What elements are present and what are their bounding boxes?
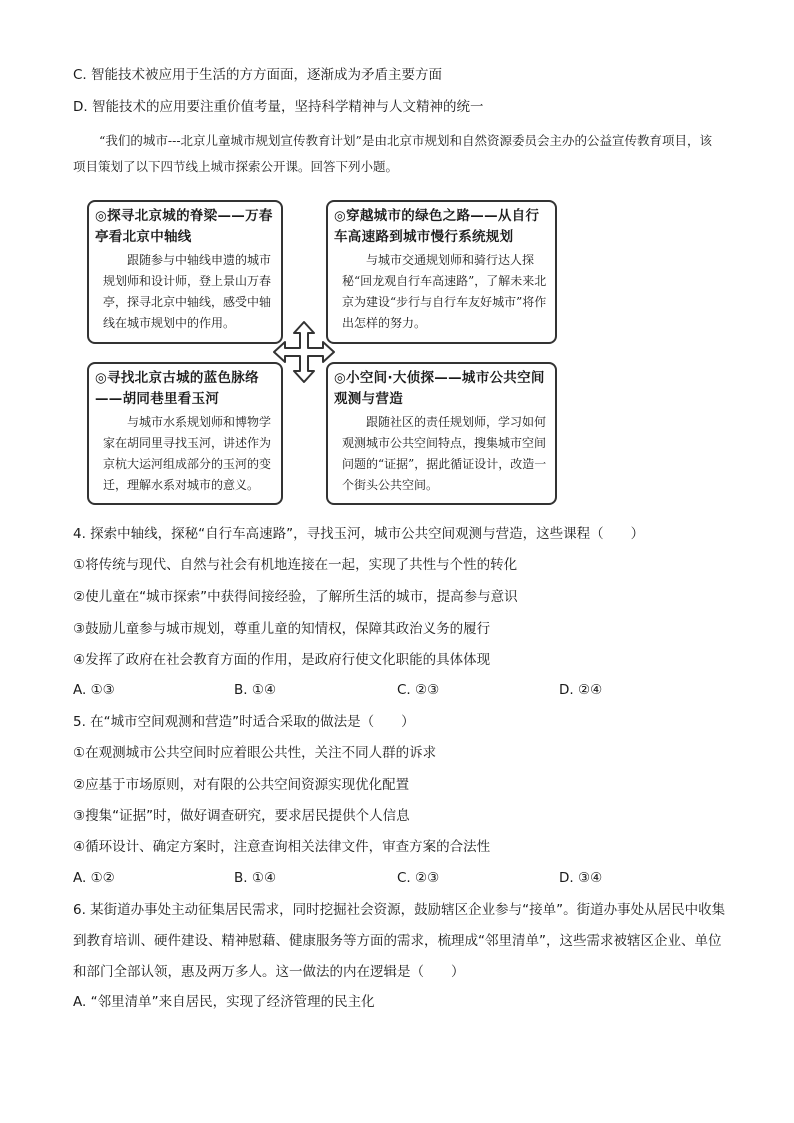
q5-stem: 5. 在“城市空间观测和营造”时适合采取的做法是（ ） [73, 714, 415, 730]
four-way-arrow-icon [272, 320, 336, 384]
q4-option-b[interactable]: B. ①④ [234, 682, 277, 698]
course-box-space [326, 362, 557, 505]
q4-item-1: ①将传统与现代、自然与社会有机地连接在一起，实现了共性与个性的转化 [73, 557, 518, 573]
course-body: 跟随社区的责任规划师，学习如何观测城市公共空间特点，搜集城市空间问题的“证据”，据此循证设计，改造一个街头公共空间。 [342, 415, 547, 492]
course-body: 与城市水系规划师和博物学家在胡同里寻找玉河，讲述作为京杭大运河组成部分的玉河的变迁，理解水系对城市的意义。 [103, 415, 272, 492]
course-title: ◎穿越城市的绿色之路——从自行车高速路到城市慢行系统规划 [334, 208, 540, 245]
q4-item-4: ④发挥了政府在社会教育方面的作用，是政府行使文化职能的具体体现 [73, 652, 491, 668]
option-c-prev: C. 智能技术被应用于生活的方方面面，逐渐成为矛盾主要方面 [73, 67, 443, 83]
q4-stem: 4. 探索中轴线，探秘“自行车高速路”，寻找玉河，城市公共空间观测与营造，这些课程（ ） [73, 526, 645, 542]
q4-option-d[interactable]: D. ②④ [559, 682, 603, 698]
q6-stem: 6. 某街道办事处主动征集居民需求，同时挖掘社会资源，鼓励辖区企业参与“接单”。街道办事处从居民中收集到教育培训、硬件建设、精神慰藉、健康服务等方面的需求，梳理成“邻里清单”，这些需求被辖区企业、单位和部门全部认领，惠及两万多人。这一做法的内在逻辑是（ ） [73, 902, 726, 980]
q4-option-c[interactable]: C. ②③ [397, 682, 440, 698]
material-intro-text: “我们的城市---北京儿童城市规划宣传教育计划”是由北京市规划和自然资源委员会主办的公益宣传教育项目，该项目策划了以下四节线上城市探索公开课。回答下列小题。 [73, 133, 712, 174]
q5-option-a[interactable]: A. ①② [73, 870, 115, 886]
q5-option-d[interactable]: D. ③④ [559, 870, 603, 886]
q5-item-3: ③搜集“证据”时，做好调查研究，要求居民提供个人信息 [73, 808, 410, 824]
material-intro [73, 128, 723, 180]
course-box-river [87, 362, 283, 505]
course-title: ◎寻找北京古城的蓝色脉络——胡同巷里看玉河 [95, 370, 259, 407]
q4-item-3: ③鼓励儿童参与城市规划，尊重儿童的知情权，保障其政治义务的履行 [73, 621, 491, 637]
q5-item-4: ④循环设计、确定方案时，注意查询相关法律文件，审查方案的合法性 [73, 839, 491, 855]
q5-item-1: ①在观测城市公共空间时应着眼公共性，关注不同人群的诉求 [73, 745, 437, 761]
q4-options [73, 680, 723, 700]
q5-options [73, 868, 723, 888]
course-body: 跟随参与中轴线申遗的城市规划师和设计师，登上景山万春亭，探寻北京中轴线，感受中轴线在城市规划中的作用。 [103, 253, 272, 330]
course-body: 与城市交通规划师和骑行达人探秘“回龙观自行车高速路”，了解未来北京为建设“步行与自行车友好城市”将作出怎样的努力。 [342, 253, 547, 330]
option-d-prev: D. 智能技术的应用要注重价值考量，坚持科学精神与人文精神的统一 [73, 99, 484, 115]
q5-item-2: ②应基于市场原则，对有限的公共空间资源实现优化配置 [73, 777, 410, 793]
course-title: ◎探寻北京城的脊梁——万春亭看北京中轴线 [95, 208, 273, 245]
course-box-axis [87, 200, 283, 344]
q4-option-a[interactable]: A. ①③ [73, 682, 115, 698]
course-title: ◎小空间·大侦探——城市公共空间观测与营造 [334, 370, 545, 407]
course-box-bike [326, 200, 557, 344]
q5-option-b[interactable]: B. ①④ [234, 870, 277, 886]
q6-option-a[interactable]: A. “邻里清单”来自居民，实现了经济管理的民主化 [73, 994, 375, 1010]
q4-item-2: ②使儿童在“城市探索”中获得间接经验，了解所生活的城市，提高参与意识 [73, 589, 518, 605]
q5-option-c[interactable]: C. ②③ [397, 870, 440, 886]
